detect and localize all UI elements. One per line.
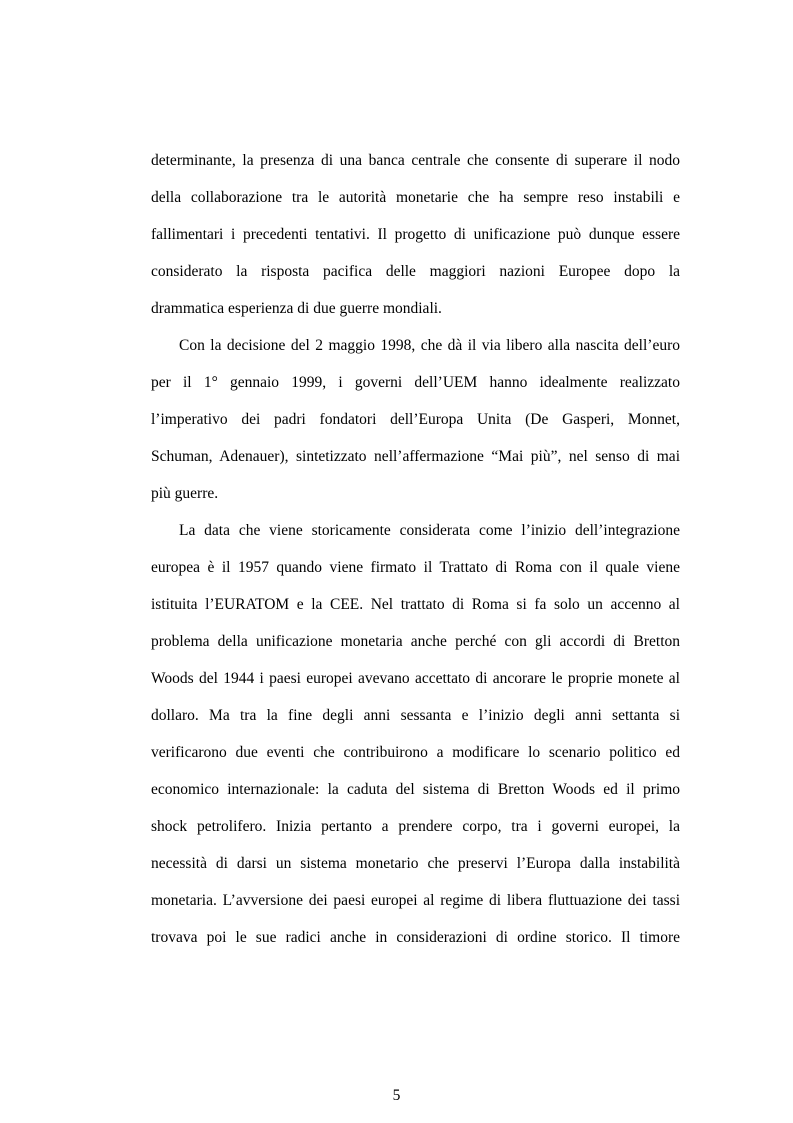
paragraph-3-line-2: europea è il 1957 quando viene firmato il Trattato di Roma con il quale viene [151, 559, 680, 576]
paragraph-3-line-6: dollaro. Ma tra la fine degli anni sessanta e l’inizio degli anni settanta si [151, 707, 680, 724]
paragraph-3-line-12: trovava poi le sue radici anche in considerazioni di ordine storico. Il timore [151, 929, 680, 946]
paragraph-3-line-8: economico internazionale: la caduta del sistema di Bretton Woods ed il primo [151, 781, 680, 798]
paragraph-3-line-9: shock petrolifero. Inizia pertanto a prendere corpo, tra i governi europei, la [151, 818, 680, 835]
paragraph-3-line-7: verificarono due eventi che contribuirono a modificare lo scenario politico ed [151, 744, 680, 761]
paragraph-1-line-1: determinante, la presenza di una banca centrale che consente di superare il nodo [151, 152, 680, 169]
paragraph-1-line-2: della collaborazione tra le autorità monetarie che ha sempre reso instabili e [151, 189, 680, 206]
paragraph-2-line-1: Con la decisione del 2 maggio 1998, che dà il via libero alla nascita dell’euro [179, 337, 680, 354]
paragraph-3-line-1: La data che viene storicamente considerata come l’inizio dell’integrazione [179, 522, 680, 539]
paragraph-2-line-3: l’imperativo dei padri fondatori dell’Europa Unita (De Gasperi, Monnet, [151, 411, 680, 428]
paragraph-3-line-3: istituita l’EURATOM e la CEE. Nel trattato di Roma si fa solo un accenno al [151, 596, 680, 613]
paragraph-3-line-10: necessità di darsi un sistema monetario che preservi l’Europa dalla instabilità [151, 855, 680, 872]
paragraph-1-line-4: considerato la risposta pacifica delle maggiori nazioni Europee dopo la [151, 263, 680, 280]
paragraph-3-line-5: Woods del 1944 i paesi europei avevano accettato di ancorare le proprie monete al [151, 670, 680, 687]
paragraph-2-line-5: più guerre. [151, 485, 219, 502]
paragraph-1-line-3: fallimentari i precedenti tentativi. Il progetto di unificazione può dunque essere [151, 226, 680, 243]
paragraph-2-line-4: Schuman, Adenauer), sintetizzato nell’affermazione “Mai più”, nel senso di mai [151, 448, 680, 465]
paragraph-3-line-4: problema della unificazione monetaria anche perché con gli accordi di Bretton [151, 633, 680, 650]
paragraph-2-line-2: per il 1° gennaio 1999, i governi dell’UEM hanno idealmente realizzato [151, 374, 680, 391]
paragraph-1-line-5: drammatica esperienza di due guerre mondiali. [151, 300, 442, 317]
page-number: 5 [392, 1087, 401, 1104]
paragraph-3-line-11: monetaria. L’avversione dei paesi europei al regime di libera fluttuazione dei tassi [151, 892, 680, 909]
